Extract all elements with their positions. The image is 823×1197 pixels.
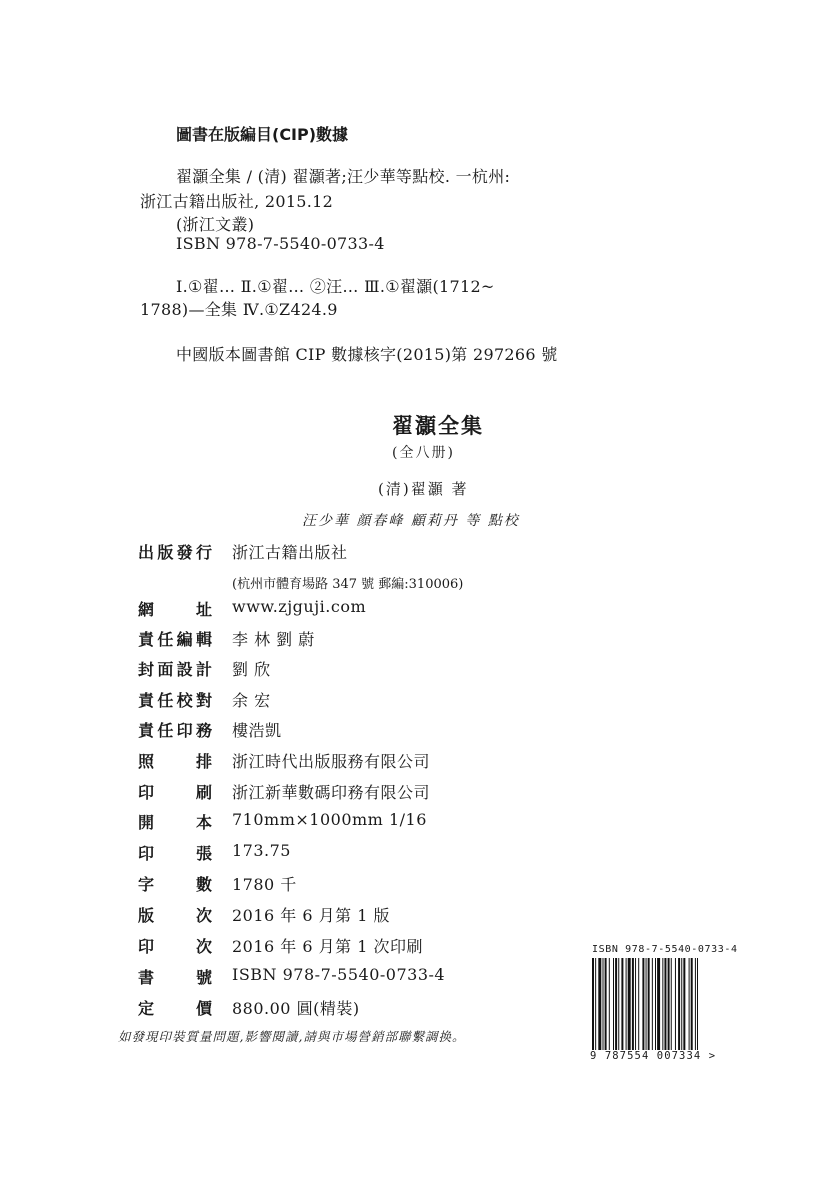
row-value: 1780 千 xyxy=(232,875,297,894)
row-label: 印 張 xyxy=(138,844,212,863)
row-value: 浙江時代出版服務有限公司 xyxy=(232,752,431,771)
row-label: 開 本 xyxy=(138,813,212,832)
cip-line-1: 翟灝全集 / (清) 翟灝著;汪少華等點校. 一杭州: xyxy=(176,167,511,186)
row-value: 710mm×1000mm 1/16 xyxy=(232,810,427,829)
cip-line-6: 1788)—全集 Ⅳ.①Z424.9 xyxy=(140,300,338,319)
row-label: 書 號 xyxy=(138,968,212,987)
cip-line-7: 中國版本圖書館 CIP 數據核字(2015)第 297266 號 xyxy=(176,345,558,364)
row-label: 責 任 校 對 xyxy=(138,691,212,710)
row-value: 2016 年 6 月第 1 版 xyxy=(232,906,391,925)
cip-line-5: Ⅰ.①翟… Ⅱ.①翟… ②汪… Ⅲ.①翟灝(1712~ xyxy=(176,277,495,296)
publisher-address: (杭州市體育場路 347 號 郵編:310006) xyxy=(232,577,464,592)
book-title: 翟灝全集 xyxy=(392,414,484,438)
barcode-digits: 9 787554 007334 > xyxy=(590,1050,717,1062)
quality-notice: 如發現印裝質量問題,影響閱讀,請與市場營銷部聯繫調换。 xyxy=(118,1029,466,1044)
row-value: 173.75 xyxy=(232,841,291,860)
row-label: 字 數 xyxy=(138,875,212,894)
publisher-value: 浙江古籍出版社 xyxy=(232,543,348,562)
cip-line-4: ISBN 978-7-5540-0733-4 xyxy=(176,234,385,253)
row-label: 印 刷 xyxy=(138,783,212,802)
cip-line-3: (浙江文叢) xyxy=(176,215,255,234)
row-label: 封 面 設 計 xyxy=(138,660,212,679)
volume-count: (全八册) xyxy=(392,445,455,461)
row-value: 2016 年 6 月第 1 次印刷 xyxy=(232,937,424,956)
row-value: 樓浩凱 xyxy=(232,721,282,740)
row-label: 定 價 xyxy=(138,999,212,1018)
barcode-isbn-text: ISBN 978-7-5540-0733-4 xyxy=(592,944,738,955)
editors-line: 汪少華 顔春峰 顧莉丹 等 點校 xyxy=(302,513,520,529)
row-value: ISBN 978-7-5540-0733-4 xyxy=(232,965,446,984)
isbn-barcode xyxy=(590,958,750,1050)
publisher-label: 出 版 發 行 xyxy=(138,543,212,562)
row-value: www.zjguji.com xyxy=(232,597,367,616)
row-label: 印 次 xyxy=(138,937,212,956)
row-value: 劉 欣 xyxy=(232,660,271,679)
row-label: 版 次 xyxy=(138,906,212,925)
row-label: 責 任 印 務 xyxy=(138,721,212,740)
cip-line-2: 浙江古籍出版社, 2015.12 xyxy=(140,192,334,211)
row-label: 責 任 編 輯 xyxy=(138,630,212,649)
row-value: 余 宏 xyxy=(232,691,271,710)
row-label: 網 址 xyxy=(138,600,212,619)
row-label: 照 排 xyxy=(138,752,212,771)
author-line: (清)翟灝 著 xyxy=(378,480,469,498)
row-value: 李 林 劉 蔚 xyxy=(232,630,315,649)
row-value: 880.00 圓(精裝) xyxy=(232,999,360,1018)
cip-heading: 圖書在版編目(CIP)數據 xyxy=(176,125,349,144)
row-value: 浙江新華數碼印務有限公司 xyxy=(232,783,431,802)
